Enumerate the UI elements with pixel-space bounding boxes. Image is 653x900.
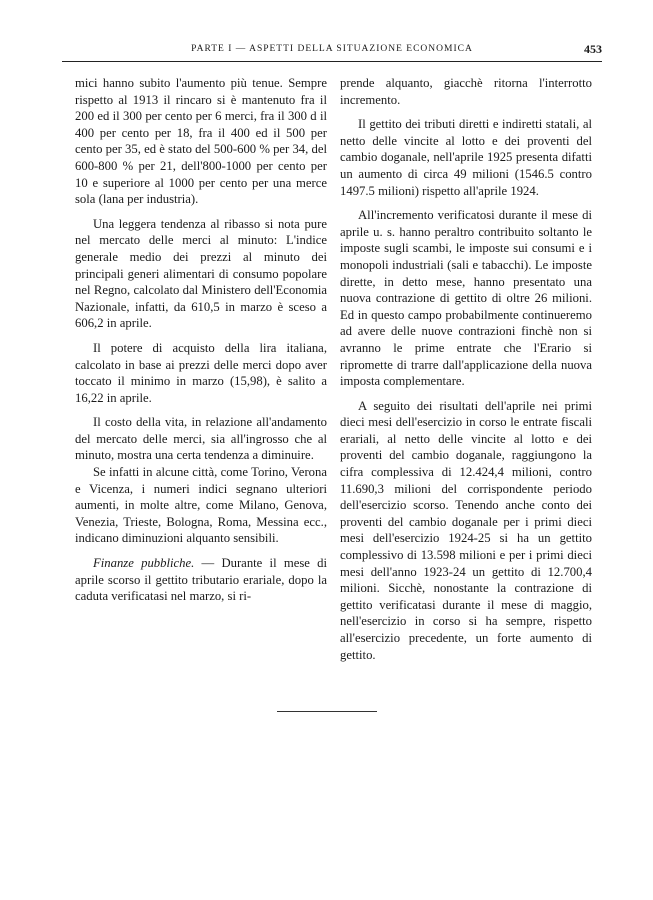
page-header <box>62 44 602 60</box>
page-number: 453 <box>584 42 602 56</box>
header-rule <box>62 61 602 62</box>
paragraph: A seguito dei risultati dell'aprile nei primi dieci mesi dell'esercizio in corso le entrate fiscali erariali, al netto delle vincite al lotto e dei proventi del cambio doganale, raggiungono la cifra complessiva di 12.424,4 milioni, contro 11.690,3 milioni del corrispondente periodo dell'esercizio scorso. Tenendo anche conto dei proventi del cambio doganale per i primi dieci mesi dell'esercizio 1924-25 si ha un gettito complessivo di 13.598 milioni e per i primi dieci mesi dell'anno 1923-24 un gettito di 12.700,4 milioni. Sicchè, nonostante la contrazione di gettito verificatasi durante il mese di maggio, nell'esercizio in corso si ha sempre, rispetto all'esercizio precedente, un forte aumento di gettito. <box>340 398 592 662</box>
paragraph: Se infatti in alcune città, come Torino, Verona e Vicenza, i numeri indici segnano ulteriori aumenti, in molte altre, come Milano, Genova, Venezia, Trieste, Bologna, Roma, Messina ecc., indicano diminuzioni alquanto sensibili. <box>75 465 327 546</box>
end-rule <box>277 711 377 712</box>
section-subhead: Finanze pubbliche. <box>93 556 195 571</box>
paragraph: Il costo della vita, in relazione all'andamento del mercato delle merci, sia all'ingrosso che al minuto, mostra una certa tendenza a diminuire. <box>75 415 327 463</box>
left-column <box>75 75 327 613</box>
paragraph: Una leggera tendenza al ribasso si nota pure nel mercato delle merci al minuto: L'indice generale medio dei prezzi al minuto dei principali generi alimentari di consumo popolare nel Regno, calcolato dal Ministero dell'Economia Nazionale, infatti, da 610,5 in marzo è sceso a 606,2 in aprile. <box>75 216 327 331</box>
paragraph: All'incremento verificatosi durante il mese di aprile u. s. hanno peraltro contribuito soltanto le imposte sugli scambi, le imposte sui consumi e i monopoli industriali (sali e tabacchi). Le imposte dirette, in detto mese, hanno presentato una nuova contrazione di gettito di oltre 26 milioni. Ed in questo campo probabilmente continueremo ad avere delle nuove contrazioni finchè non si avranno le prime entrate che l'Erario si ripromette di trarre dall'applicazione della nuova imposta complementare. <box>340 208 592 389</box>
paragraph: prende alquanto, giacchè ritorna l'interrotto incremento. <box>340 76 592 107</box>
right-column <box>340 75 592 671</box>
section-text: — Durante il mese di aprile scorso il gettito tributario erariale, dopo la caduta verificatasi nel marzo, si ri- <box>75 556 327 604</box>
paragraph: Il gettito dei tributi diretti e indiretti statali, al netto delle vincite al lotto e dei proventi del cambio doganale, nell'aprile 1925 presenta difatti un aumento di circa 49 milioni (1546.5 contro 1497.5 milioni) rispetto all'aprile 1924. <box>340 117 592 198</box>
paragraph: Il potere di acquisto della lira italiana, calcolato in base ai prezzi delle merci dopo aver toccato il minimo in marzo (15,98), è salito a 16,22 in aprile. <box>75 340 327 405</box>
running-head: PARTE I — ASPETTI DELLA SITUAZIONE ECONOMICA <box>191 44 473 54</box>
paragraph: mici hanno subito l'aumento più tenue. Sempre rispetto al 1913 il rincaro si è mantenuto fra il 200 ed il 300 per cento per 6 merci, fra il 300 d il 400 per cento per 18, fra il 400 ed il 500 per cento per 35, ed è stato del 500-600 % per 34, del 600-800 % per 21, dell'800-1000 per cento per 10 e superiore al 1000 per cento per una merce sola (lana per industria). <box>75 76 327 207</box>
section-paragraph <box>75 555 327 605</box>
